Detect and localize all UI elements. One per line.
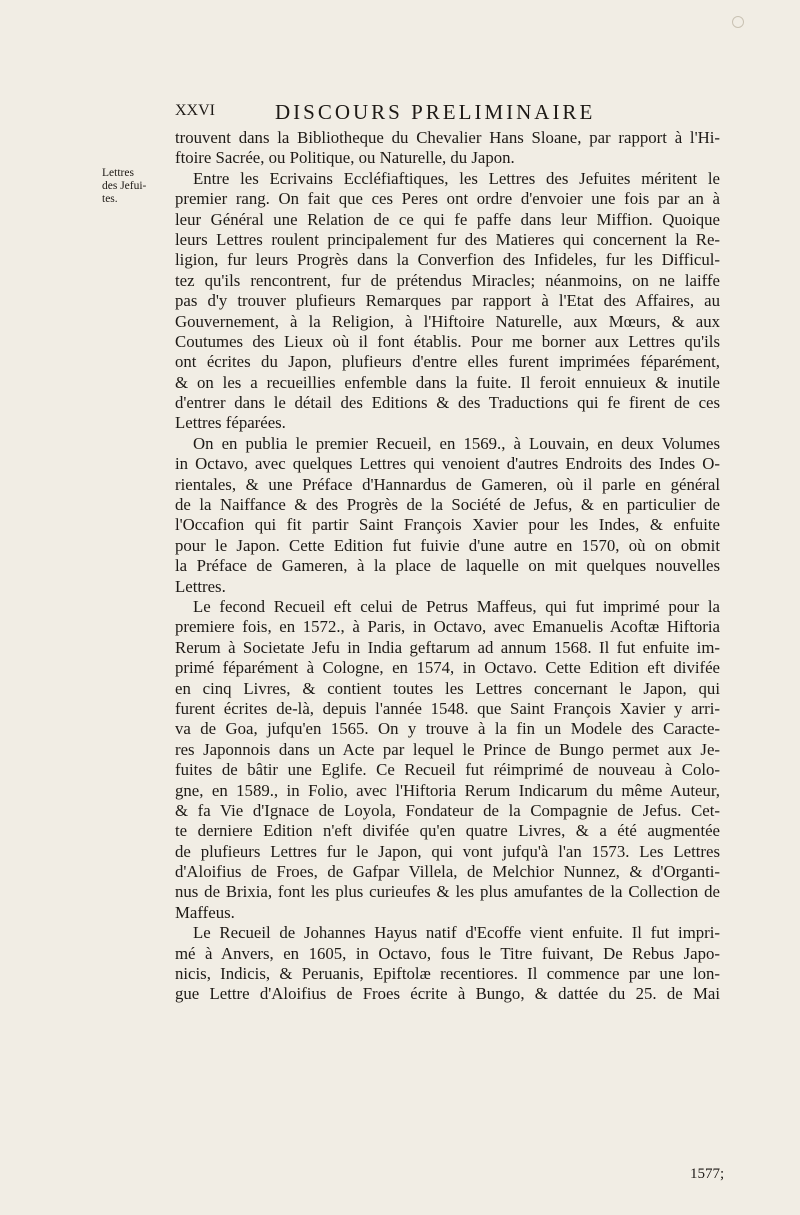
text-line: Rerum à Societate Jefu in India geftarum ad annum 1568. Il fut enfuite im-: [175, 637, 720, 657]
text-line: Le fecond Recueil eft celui de Petrus Maffeus, qui fut imprimé pour la: [193, 596, 720, 616]
text-line: ont écrites du Japon, plufieurs d'entre elles furent imprimées féparément,: [175, 352, 720, 372]
page-number: XXVI: [175, 102, 215, 119]
text-line: ligion, fur leurs Progrès dans la Converfion des Infideles, fur les Difficul-: [175, 250, 720, 270]
text-line: en cinq Livres, & contient toutes les Lettres concernant le Japon, qui: [175, 678, 720, 698]
text-line: la Préface de Gameren, à la place de laquelle on mit quelques nouvelles: [175, 556, 720, 576]
text-line: Le Recueil de Johannes Hayus natif d'Ecoffe vient enfuite. Il fut impri-: [193, 923, 720, 943]
text-line: d'Aloifius de Froes, de Gafpar Villela, de Melchior Nunnez, & d'Organti-: [175, 862, 720, 882]
text-line: pas d'y trouver plufieurs Remarques par rapport à l'Etat des Affaires, au: [175, 291, 720, 311]
text-line: in Octavo, avec quelques Lettres qui venoient d'autres Endroits des Indes O-: [175, 454, 720, 474]
text-line: On en publia le premier Recueil, en 1569., à Louvain, en deux Volumes: [193, 433, 720, 453]
text-line: primé féparément à Cologne, en 1574, in Octavo. Cette Edition eft divifée: [175, 658, 720, 678]
text-line: gue Lettre d'Aloifius de Froes écrite à Bungo, & dattée du 25. de Mai: [175, 984, 720, 1004]
text-line: leurs Lettres roulent principalement fur des Matieres qui concernent la Re-: [175, 229, 720, 249]
text-line: trouvent dans la Bibliotheque du Chevalier Hans Sloane, par rapport à l'Hi-: [175, 128, 720, 147]
margin-note: [102, 167, 152, 206]
text-line: tez qu'ils rencontrent, fur de prétendus Miracles; néanmoins, on ne laiffe: [175, 270, 720, 290]
catchword: 1577;: [690, 1166, 725, 1182]
text-line: res Japonnois dans un Acte par lequel le Prince de Bungo permet aux Je-: [175, 739, 720, 759]
text-line: l'Occafion qui fit partir Saint François Xavier pour les Indes, & enfuite: [175, 515, 720, 535]
text-line: ftoire Sacrée, ou Politique, ou Naturelle, du Japon.: [175, 148, 515, 168]
text-line: nicis, Indicis, & Peruanis, Epiftolæ recentiores. Il commence par une lon-: [175, 964, 720, 984]
text-line: Maffeus.: [175, 902, 235, 922]
text-line: furent écrites de-là, depuis l'année 1548. que Saint François Xavier y arri-: [175, 698, 720, 718]
text-line: fuites de bâtir une Eglife. Ce Recueil fut réimprimé de nouveau à Colo-: [175, 760, 720, 780]
text-line: premiere fois, en 1572., à Paris, in Octavo, avec Emanuelis Acoftæ Hiftoria: [175, 617, 720, 637]
text-line: d'entrer dans le détail des Editions & des Traductions qui fe firent de ces: [175, 393, 720, 413]
running-head: [175, 100, 720, 126]
text-line: premier rang. On fait que ces Peres ont ordre d'envoier une fois par an à: [175, 189, 720, 209]
text-line: & on les a recueillies enfemble dans la fuite. Il feroit ennuieux & inutile: [175, 372, 720, 392]
text-line: mé à Anvers, en 1605, in Octavo, fous le Titre fuivant, De Rebus Japo-: [175, 943, 720, 963]
text-line: de la Naiffance & des Progrès de la Société de Jefus, & en particulier de: [175, 495, 720, 515]
page-title: DISCOURS PRELIMINAIRE: [275, 100, 596, 124]
margin-note-line: des Jefui-: [102, 180, 147, 192]
text-line: gne, en 1589., in Folio, avec l'Hiftoria Rerum Indicarum du même Auteur,: [175, 780, 720, 800]
margin-note-line: Lettres: [102, 167, 134, 179]
text-line: Lettres féparées.: [175, 413, 286, 433]
text-line: nus de Brixia, font les plus curieufes & les plus amufantes de la Collection de: [175, 882, 720, 902]
text-line: de plufieurs Lettres fur le Japon, qui vont jufqu'à l'an 1573. Les Lettres: [175, 841, 720, 861]
margin-note-line: tes.: [102, 193, 118, 205]
text-line: pour le Japon. Cette Edition fut fuivie d'une autre en 1570, où on obmit: [175, 535, 720, 555]
text-line: Coutumes des Lieux où il font établis. Pour me borner aux Lettres qu'ils: [175, 331, 720, 351]
text-line: leur Général une Relation de ce qui fe paffe dans leur Miffion. Quoique: [175, 209, 720, 229]
text-line: Gouvernement, à la Religion, à l'Hiftoire Naturelle, aux Mœurs, & aux: [175, 311, 720, 331]
text-line: & fa Vie d'Ignace de Loyola, Fondateur de la Compagnie de Jefus. Cet-: [175, 800, 720, 820]
text-line: Lettres.: [175, 576, 226, 596]
text-line: rientales, & une Préface d'Hannardus de Gameren, où il parle en général: [175, 474, 720, 494]
text-line: te derniere Edition n'eft divifée qu'en quatre Livres, & a été augmentée: [175, 821, 720, 841]
text-line: Entre les Ecrivains Eccléfiaftiques, les Lettres des Jefuites méritent le: [193, 168, 720, 188]
page-mark: [732, 16, 744, 28]
text-line: va de Goa, jufqu'en 1565. On y trouve à la fin un Modele des Caracte-: [175, 719, 720, 739]
body-text: [175, 128, 720, 1005]
